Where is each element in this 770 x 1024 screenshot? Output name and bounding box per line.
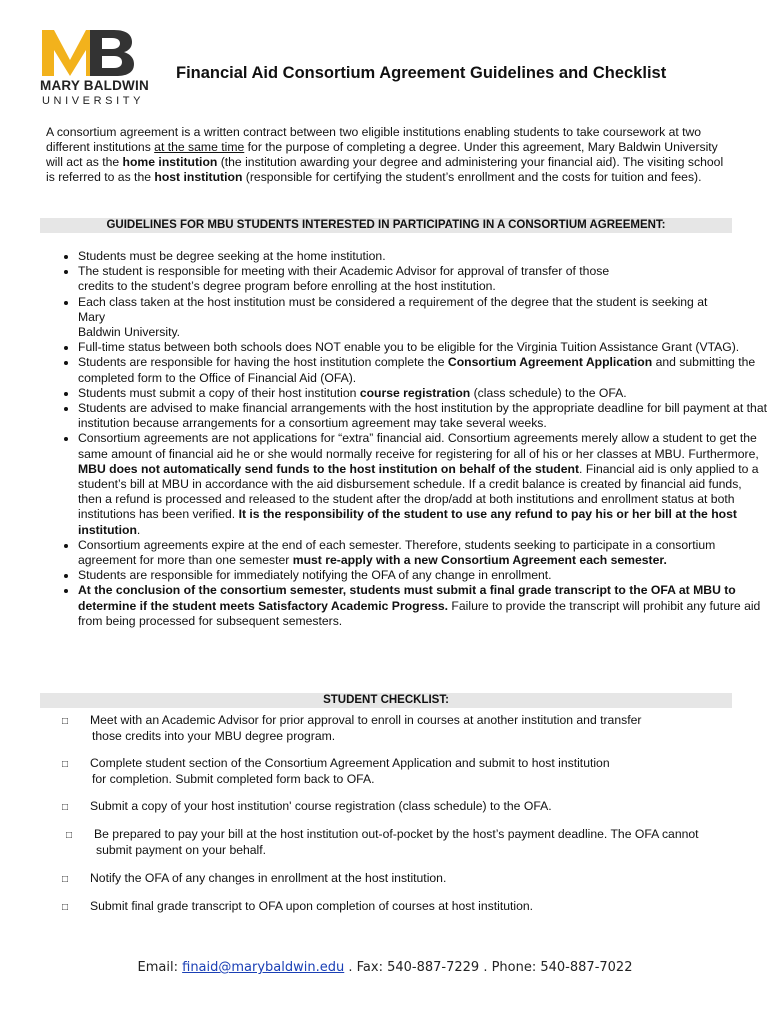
contact-footer: [0, 960, 770, 975]
checkbox-icon: □: [66, 830, 73, 841]
intro-text-4: (responsible for certifying the student’s enrollment and the costs for tuition and fees).: [242, 170, 702, 184]
guideline-item: • Students are responsible for immediately notifying the OFA of any change in enrollment.: [78, 568, 768, 583]
intro-text-2: for the purpose of completing a degree. Under this agreement, Mary Baldwin University will act as the: [46, 140, 718, 169]
intro-underlined: at the same time: [154, 140, 245, 154]
checkbox-icon: □: [62, 759, 69, 770]
mb-monogram-icon: [40, 28, 136, 78]
intro-home-institution: home institution: [122, 155, 218, 169]
guideline-item: • Consortium agreements expire at the end of each semester. Therefore, students seeking to participate in a consortium agreement for more than one semester must re-apply with a new Consortium Agreement each semester.: [78, 538, 768, 568]
guideline-item: • Each class taken at the host institution must be considered a requirement of the degree that the student is seeking at Mary Baldwin University.: [78, 295, 768, 341]
intro-text-3: (the institution awarding your degree and administering your financial aid). The visiting school is referred to as the: [46, 155, 724, 184]
email-label: Email:: [137, 960, 183, 975]
checkbox-icon: □: [62, 802, 69, 813]
intro-host-institution: host institution: [154, 170, 243, 184]
email-link[interactable]: finaid@marybaldwin.edu: [182, 960, 345, 975]
guideline-item: • The student is responsible for meeting with their Academic Advisor for approval of transfer of those credits to the student’s degree program before enrolling at the host institution.: [78, 264, 768, 294]
page-title: Financial Aid Consortium Agreement Guidelines and Checklist: [176, 64, 667, 82]
guideline-item: • Students must submit a copy of their host institution course registration (class schedule) to the OFA.: [78, 386, 768, 401]
checkbox-icon: □: [62, 716, 69, 727]
logo-name-line2: UNIVERSITY: [42, 95, 145, 107]
guideline-item: • Students are advised to make financial arrangements with the host institution by the appropriate deadline for bill payment at that institution because arrangements for a consortium agreement may take several weeks.: [78, 401, 768, 431]
guideline-item: • Full-time status between both schools does NOT enable you to be eligible for the Virginia Tuition Assistance Grant (VTAG).: [78, 340, 768, 355]
intro-text-1: A consortium agreement is a written contract between two eligible institutions enabling students to take coursework at two different institutions: [46, 125, 702, 154]
guidelines-list: [40, 249, 768, 629]
checkbox-icon: □: [62, 874, 69, 885]
intro-paragraph: [46, 125, 726, 185]
fax-phone-text: . Fax: 540-887-7229 . Phone: 540-887-7022: [344, 960, 633, 975]
guidelines-header: GUIDELINES FOR MBU STUDENTS INTERESTED IN PARTICIPATING IN A CONSORTIUM AGREEMENT:: [40, 218, 732, 233]
logo-name-line1: MARY BALDWIN: [40, 78, 149, 93]
guideline-item: • Students must be degree seeking at the home institution.: [78, 249, 768, 264]
guideline-item: • At the conclusion of the consortium semester, students must submit a final grade transcript to the OFA at MBU to determine if the student meets Satisfactory Academic Progress. Failure to provide the transcript will prohibit any future aid from being processed for subsequent semesters.: [78, 583, 768, 629]
guideline-item: • Students are responsible for having the host institution complete the Consortium Agreement Application and submitting the completed form to the Office of Financial Aid (OFA).: [78, 355, 768, 385]
checklist-header: STUDENT CHECKLIST:: [40, 693, 732, 708]
mbu-logo: [40, 28, 149, 118]
checkbox-icon: □: [62, 902, 69, 913]
guideline-item: • Consortium agreements are not applications for “extra” financial aid. Consortium agreements merely allow a student to get the same amount of financial aid he or she would normally receive for registering for all of his or her classes at MBU. Furthermore, MBU does not automatically send funds to the host institution on behalf of the student. Financial aid is only applied to a student’s bill at MBU in accordance with the aid disbursement schedule. If a credit balance is created by financial aid funds, then a refund is processed and released to the student after the drop/add at both institutions and enrollment status at both institutions has been verified. It is the responsibility of the student to use any refund to pay his or her bill at the host institution.: [78, 431, 768, 537]
